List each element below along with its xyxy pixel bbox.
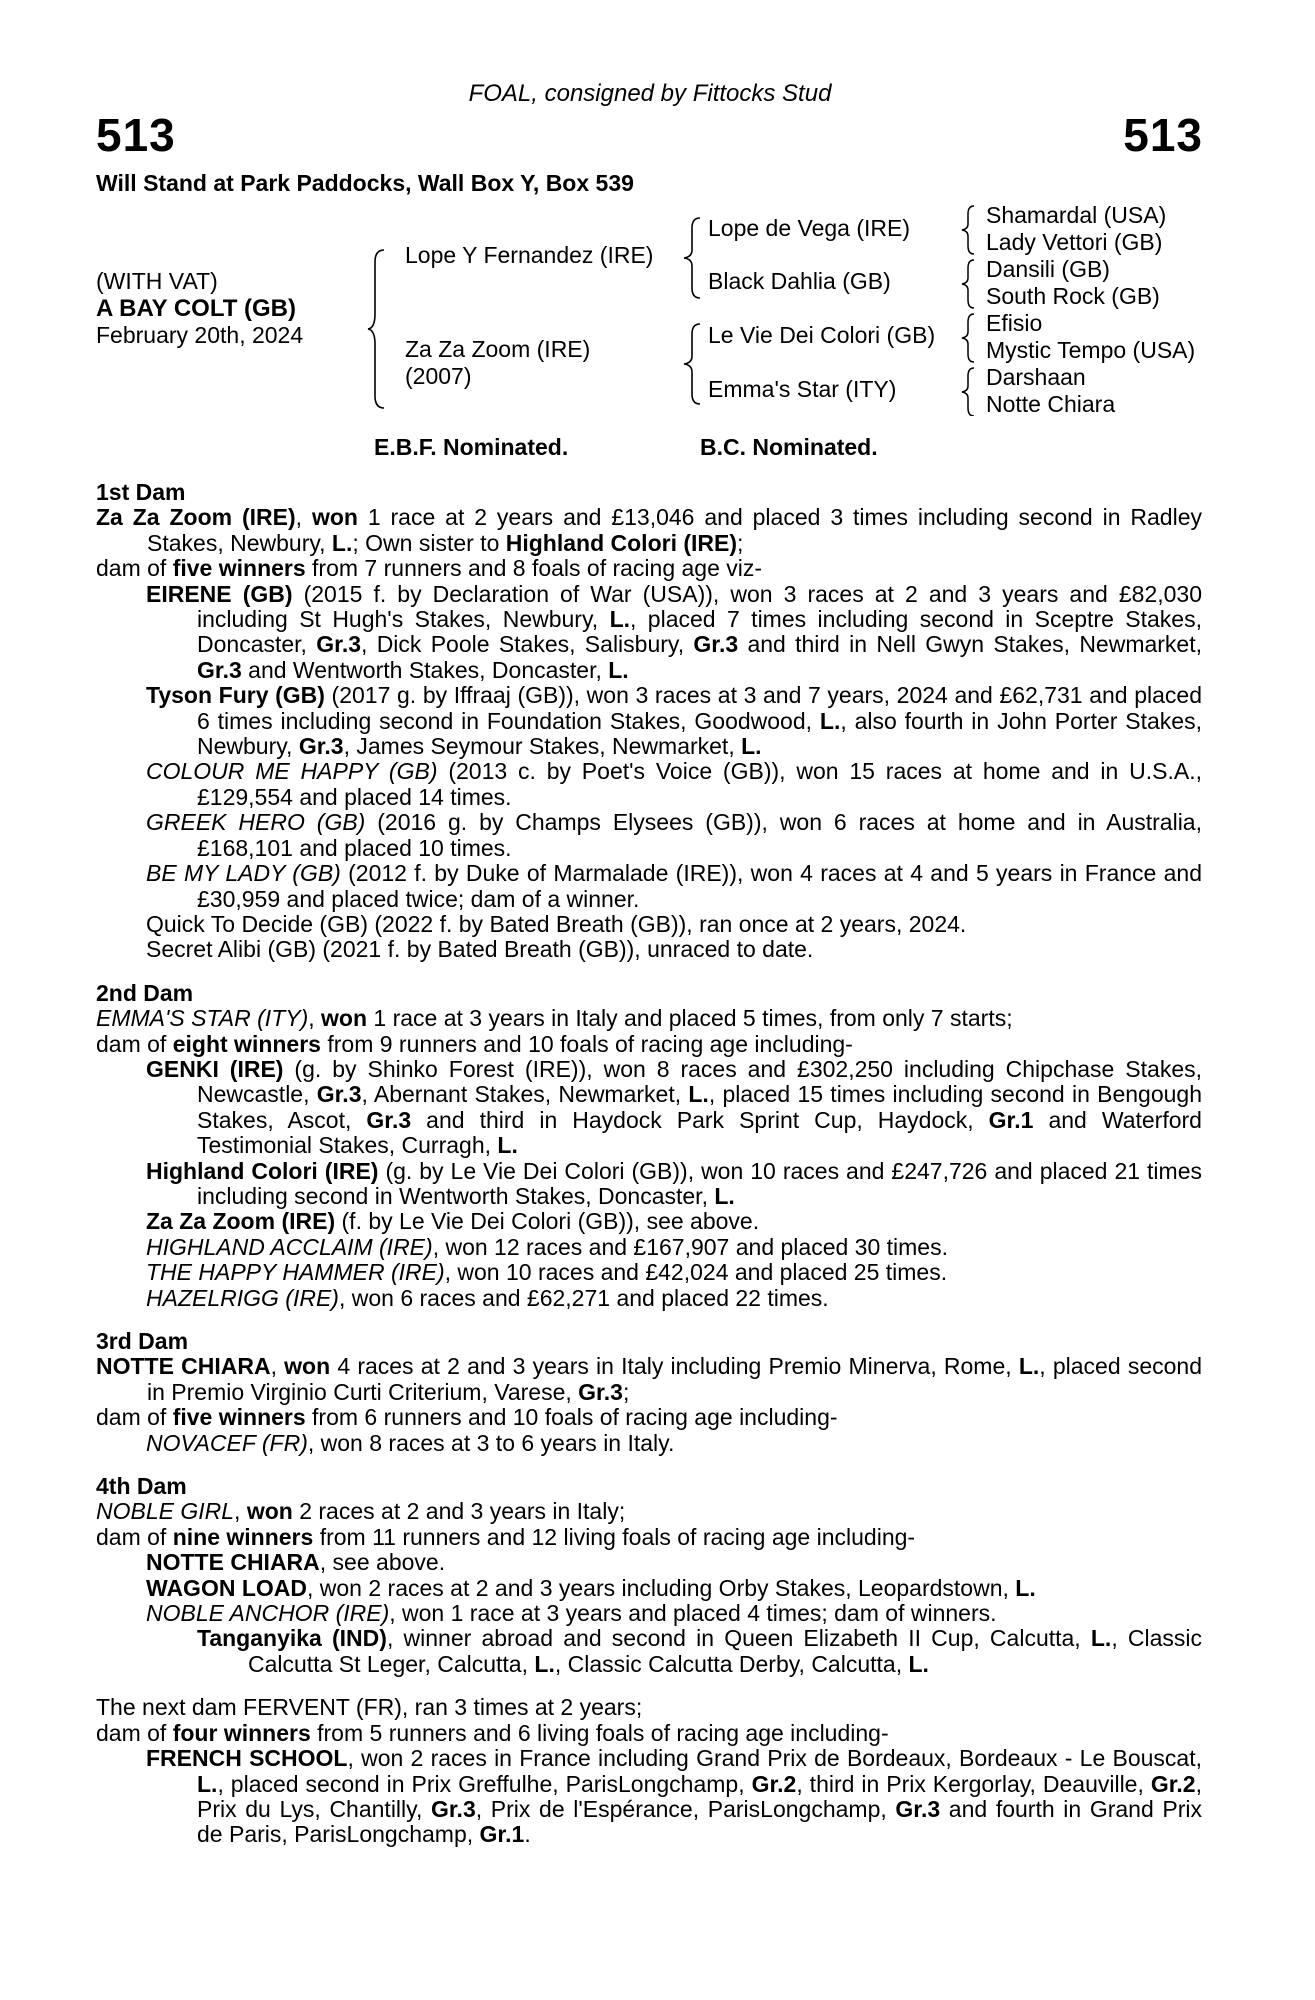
entry-text: Gr.3 <box>316 631 362 658</box>
entry-text: Tyson Fury (GB) <box>146 682 325 709</box>
entry-text: L. <box>609 606 631 633</box>
entry-text: five winners <box>172 1404 306 1431</box>
entry-text: NOTTE CHIARA <box>146 1549 320 1576</box>
progeny-entry <box>96 1006 1202 1031</box>
entry-text: L. <box>688 1081 709 1108</box>
entry-text: Gr.3 <box>316 1081 362 1108</box>
entry-text: NOBLE ANCHOR (IRE) <box>146 1600 390 1627</box>
entry-text: Gr.2 <box>1150 1770 1196 1797</box>
entry-text: won <box>284 1353 331 1380</box>
entry-text: L. <box>497 1132 518 1159</box>
dam-section <box>96 981 1202 1311</box>
entry-text: L. <box>714 1182 735 1209</box>
entry-text: Gr.2 <box>751 1770 797 1797</box>
entry-text: L. <box>331 529 353 556</box>
entry-text: Gr.1 <box>988 1106 1034 1133</box>
entry-text: NOTTE CHIARA <box>96 1353 271 1380</box>
entry-text: Za Za Zoom (IRE) <box>96 504 296 531</box>
entry-text: ; <box>622 1378 630 1405</box>
entry-text: L. <box>908 1650 929 1677</box>
entry-text: Highland Colori (IRE) <box>505 529 738 556</box>
entry-text: NOVACEF (FR) <box>146 1429 308 1456</box>
entry-text: and Wentworth Stakes, Doncaster, <box>241 656 609 683</box>
entry-text: EMMA'S STAR (ITY) <box>96 1005 309 1032</box>
entry-text: , won 8 races at 3 to 6 years in Italy. <box>307 1429 675 1456</box>
entry-text: 4 races at 2 and 3 years in Italy including Premio Minerva, Rome, <box>330 1353 1019 1380</box>
entry-text: . <box>524 1821 531 1848</box>
sire-sire: Lope de Vega (IRE) <box>708 215 911 241</box>
entry-text: , winner abroad and second in Queen Elizabeth II Cup, Calcutta, <box>386 1625 1091 1652</box>
lot-number-left: 513 <box>96 109 176 161</box>
entry-text: dam of <box>96 555 173 582</box>
entry-text: , James Seymour Stakes, Newmarket, <box>343 733 742 760</box>
vat-note: (WITH VAT) <box>96 268 218 294</box>
entry-text: four winners <box>172 1719 311 1746</box>
entry-text: , <box>295 504 312 531</box>
entry-text: Gr.3 <box>430 1795 476 1822</box>
dam-brace <box>682 322 704 406</box>
entry-text: HAZELRIGG (IRE) <box>146 1284 339 1311</box>
entry-text: and Waterford Testimonial Stakes, Curragh, <box>197 1106 1202 1159</box>
lot-number-right: 513 <box>1123 109 1203 161</box>
entry-text: HIGHLAND ACCLAIM (IRE) <box>146 1233 433 1260</box>
entry-text: EIRENE (GB) <box>146 580 293 607</box>
entry-text: Secret Alibi (GB) (2021 f. by Bated Breath (GB)), unraced to date. <box>146 936 814 963</box>
progeny-entry <box>96 1159 1202 1210</box>
entry-text: , Abernant Stakes, Newmarket, <box>361 1081 689 1108</box>
entry-text: , won 1 race at 3 years and placed 4 times; dam of winners. <box>389 1600 997 1627</box>
progeny-entry <box>96 1721 1202 1746</box>
gg-sire-sire-sire: Shamardal (USA) <box>986 202 1167 228</box>
entry-text: 1 race at 3 years in Italy and placed 5 times, from only 7 starts; <box>367 1005 1013 1032</box>
progeny-entry <box>96 1746 1202 1848</box>
entry-text: , won 6 races and £62,271 and placed 22 times. <box>338 1284 829 1311</box>
gg-sire-sire-dam: Lady Vettori (GB) <box>986 229 1163 255</box>
progeny-entry <box>96 861 1202 912</box>
entry-text: NOBLE GIRL <box>96 1498 235 1525</box>
progeny-entry <box>96 1695 1202 1720</box>
dam-sire: Le Vie Dei Colori (GB) <box>708 322 936 348</box>
entry-text: L. <box>1015 1574 1036 1601</box>
dam-section <box>96 1695 1202 1847</box>
section-heading: 4th Dam <box>96 1473 187 1500</box>
lot-description: A BAY COLT (GB) <box>96 295 297 322</box>
consignment-line: FOAL, consigned by Fittocks Stud <box>468 80 832 107</box>
entry-text: and third in Haydock Park Sprint Cup, Haydock, <box>411 1106 989 1133</box>
entry-text: L. <box>534 1650 555 1677</box>
entry-text: L. <box>1018 1353 1040 1380</box>
progeny-entry <box>96 1286 1202 1311</box>
entry-text: eight winners <box>172 1030 321 1057</box>
entry-text: from 9 runners and 10 foals of racing age including- <box>320 1030 853 1057</box>
progeny-entry <box>96 582 1202 684</box>
entry-text: Za Za Zoom (IRE) <box>146 1208 336 1235</box>
entry-text: Highland Colori (IRE) <box>146 1157 379 1184</box>
entry-text: and fourth in Grand Prix de Paris, ParisLongchamp, <box>197 1795 1202 1848</box>
gg-dam-sire-dam: Mystic Tempo (USA) <box>986 337 1196 363</box>
entry-text: won <box>246 1498 293 1525</box>
section-heading: 3rd Dam <box>96 1328 189 1354</box>
gg-dam-dam-sire: Darshaan <box>986 364 1086 390</box>
dam-name: Za Za Zoom (IRE) <box>405 336 591 362</box>
entry-text: L. <box>741 733 762 760</box>
progeny-entry <box>96 937 1202 962</box>
entry-text: won <box>321 1005 368 1032</box>
progeny-entry <box>96 759 1202 810</box>
entry-text: , placed 15 times including second in Bengough Stakes, Ascot, <box>197 1081 1202 1133</box>
entry-text: ; Own sister to <box>352 529 506 556</box>
entry-text: WAGON LOAD <box>146 1574 307 1601</box>
entry-text: dam of <box>96 1404 173 1431</box>
entry-text: ; <box>737 529 744 556</box>
progeny-entry <box>96 1260 1202 1285</box>
entry-text: (2016 g. by Champs Elysees (GB)), won 6 races at home and in Australia, £168,101 and placed 10 times. <box>197 809 1202 861</box>
entry-text: L. <box>608 656 629 683</box>
entry-text: Gr.3 <box>197 656 242 683</box>
entry-text: (g. by Le Vie Dei Colori (GB)), won 10 races and £247,726 and placed 21 times including second in Wentworth Stakes, Doncaster, <box>197 1157 1202 1209</box>
entry-text: 1 race at 2 years and £13,046 and placed 3 times including second in Radley Stakes, Newbury, <box>147 504 1202 556</box>
entry-text: , <box>308 1005 322 1032</box>
entry-text: THE HAPPY HAMMER (IRE) <box>146 1259 445 1286</box>
entry-text: FRENCH SCHOOL <box>146 1745 348 1772</box>
entry-text: , won 2 races in France including Grand Prix de Bordeaux, Bordeaux - Le Bouscat, <box>347 1745 1202 1772</box>
entry-text: , won 12 races and £167,907 and placed 30 times. <box>432 1233 948 1260</box>
gg-sire-dam-sire: Dansili (GB) <box>986 256 1110 282</box>
entry-text: , won 2 races at 2 and 3 years including Orby Stakes, Leopardstown, <box>307 1574 1016 1601</box>
entry-text: Gr.3 <box>693 631 739 658</box>
dam-section <box>96 1474 1202 1677</box>
entry-text: COLOUR ME HAPPY (GB) <box>146 758 438 785</box>
entry-text: (2012 f. by Duke of Marmalade (IRE)), won 4 races at 4 and 5 years in France and £30,959 and placed twice; dam of a winner. <box>197 860 1202 912</box>
family-notes <box>96 480 1202 1848</box>
main-brace <box>366 248 388 410</box>
entry-text: , <box>270 1353 285 1380</box>
entry-text: , Prix de l'Espérance, ParisLongchamp, <box>475 1795 896 1822</box>
entry-text: Gr.3 <box>578 1378 623 1405</box>
entry-text: (2017 g. by Iffraaj (GB)), won 3 races at 3 and 7 years, 2024 and £62,731 and placed 6 times including second in Foundation Stakes, Goodwood, <box>197 682 1202 734</box>
entry-text: and third in Nell Gwyn Stakes, Newmarket, <box>738 631 1203 658</box>
progeny-entry <box>96 556 1202 581</box>
progeny-entry <box>96 912 1202 937</box>
progeny-entry <box>96 1601 1202 1626</box>
entry-text: Tanganyika (IND) <box>197 1625 387 1652</box>
bc-nomination: B.C. Nominated. <box>700 434 878 460</box>
entry-text: L. <box>1090 1625 1112 1652</box>
sire-name: Lope Y Fernandez (IRE) <box>405 242 654 268</box>
entry-text: Gr.1 <box>479 1821 525 1848</box>
entry-text: nine winners <box>172 1523 314 1550</box>
entry-text: (2013 c. by Poet's Voice (GB)), won 15 races at home and in U.S.A., £129,554 and placed 14 times. <box>197 758 1202 810</box>
entry-text: (2015 f. by Declaration of War (USA)), won 3 races at 2 and 3 years and £82,030 including St Hugh's Stakes, Newbury, <box>197 580 1202 633</box>
entry-text: dam of <box>96 1030 173 1057</box>
progeny-entry <box>96 1235 1202 1260</box>
dam-dam: Emma's Star (ITY) <box>708 376 897 402</box>
entry-text: , <box>234 1498 247 1525</box>
ebf-nomination: E.B.F. Nominated. <box>374 434 569 460</box>
entry-text: 2 races at 2 and 3 years in Italy; <box>292 1498 626 1525</box>
entry-text: from 6 runners and 10 foals of racing age including- <box>305 1404 838 1431</box>
entry-text: Quick To Decide (GB) (2022 f. by Bated Breath (GB)), ran once at 2 years, 2024. <box>146 910 967 937</box>
progeny-entry <box>96 1354 1202 1405</box>
sire-brace <box>682 216 704 300</box>
entry-text: GENKI (IRE) <box>146 1055 284 1082</box>
entry-text: BE MY LADY (GB) <box>146 860 341 887</box>
progeny-entry <box>96 1525 1202 1550</box>
entry-text: from 7 runners and 8 foals of racing age viz- <box>305 555 763 582</box>
section-heading: 1st Dam <box>96 479 186 505</box>
progeny-entry <box>96 810 1202 861</box>
entry-text: , placed second in Prix Greffulhe, ParisLongchamp, <box>217 1770 752 1797</box>
entry-text: Gr.3 <box>366 1106 412 1133</box>
progeny-entry <box>96 505 1202 556</box>
entry-text: Gr.3 <box>298 733 344 760</box>
dam-section <box>96 480 1202 963</box>
progeny-entry <box>96 1550 1202 1575</box>
progeny-entry <box>96 1057 1202 1159</box>
entry-text: The next dam FERVENT (FR), ran 3 times at 2 years; <box>96 1694 643 1721</box>
dam-year: (2007) <box>405 363 472 389</box>
entry-text: GREEK HERO (GB) <box>146 809 366 836</box>
entry-text: dam of <box>96 1719 173 1746</box>
gg-sire-dam-dam: South Rock (GB) <box>986 283 1160 309</box>
entry-text: , Classic Calcutta Derby, Calcutta, <box>554 1650 909 1677</box>
progeny-entry <box>96 1209 1202 1234</box>
entry-text: , Prix du Lys, Chantilly, <box>197 1770 1202 1822</box>
entry-text: five winners <box>172 555 306 582</box>
progeny-entry <box>96 1431 1202 1456</box>
entry-text: L. <box>819 707 841 734</box>
entry-text: , Dick Poole Stakes, Salisbury, <box>361 631 694 658</box>
entry-text: , Classic Calcutta St Leger, Calcutta, <box>248 1625 1203 1677</box>
progeny-entry <box>96 1499 1202 1524</box>
gg-dam-dam-dam: Notte Chiara <box>986 391 1116 417</box>
sire-dam: Black Dahlia (GB) <box>708 268 891 294</box>
entry-text: , see above. <box>319 1549 446 1576</box>
entry-text: (g. by Shinko Forest (IRE)), won 8 races and £302,250 including Chipchase Stakes, Newcastle, <box>197 1055 1203 1108</box>
entry-text: from 11 runners and 12 living foals of racing age including- <box>313 1523 916 1550</box>
stand-location: Will Stand at Park Paddocks, Wall Box Y, Box 539 <box>96 170 634 196</box>
entry-text: , placed 7 times including second in Sceptre Stakes, Doncaster, <box>197 606 1202 658</box>
progeny-entry <box>96 1576 1202 1601</box>
gg-dam-sire-sire: Efisio <box>986 310 1043 336</box>
entry-text: dam of <box>96 1523 173 1550</box>
entry-text: , third in Prix Kergorlay, Deauville, <box>796 1770 1151 1797</box>
progeny-entry <box>96 683 1202 759</box>
entry-text: , won 10 races and £42,024 and placed 25 times. <box>444 1259 948 1286</box>
progeny-entry <box>96 1405 1202 1430</box>
gg-braces <box>960 204 978 416</box>
progeny-entry <box>96 1032 1202 1057</box>
progeny-entry <box>96 1626 1202 1677</box>
entry-text: won <box>311 504 358 531</box>
entry-text: , placed second in Premio Virginio Curti Criterium, Varese, <box>147 1353 1202 1405</box>
entry-text: (f. by Le Vie Dei Colori (GB)), see above. <box>335 1208 760 1235</box>
entry-text: Gr.3 <box>895 1795 941 1822</box>
entry-text: L. <box>197 1770 218 1797</box>
dam-section <box>96 1329 1202 1456</box>
section-heading: 2nd Dam <box>96 979 194 1006</box>
entry-text: , also fourth in John Porter Stakes, Newbury, <box>197 707 1202 760</box>
foaling-date: February 20th, 2024 <box>96 322 304 348</box>
entry-text: from 5 runners and 6 living foals of racing age including- <box>310 1719 889 1746</box>
